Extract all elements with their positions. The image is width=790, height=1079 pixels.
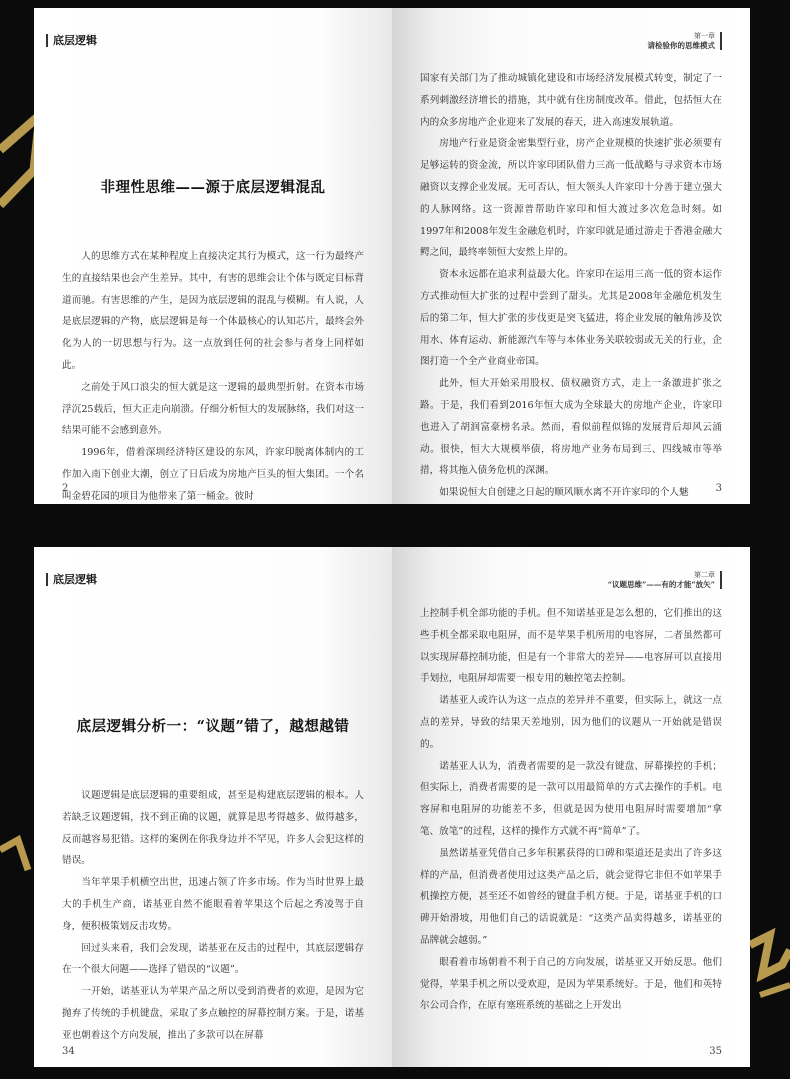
paragraph: 当年苹果手机横空出世，迅速占领了许多市场。作为当时世界上最大的手机生产商，诺基亚自然不能眼看着苹果这个后起之秀凌驾于自身，便积极策划反击攻势。 xyxy=(62,877,364,932)
chapter-number: 第一章 xyxy=(694,32,715,40)
paragraph: 虽然诺基亚凭借自己多年积累获得的口碑和渠道还是卖出了许多这样的产品，但消费者使用过这类产品之后，就会觉得它非但不如苹果手机操控方便，甚至还不如曾经的键盘手机方便。于是，诺基亚手机的口碑开始滑坡，用他们自己的话说就是：“这类产品卖得越多，诺基亚的品牌就会越弱。” xyxy=(420,847,722,946)
section-title: 非理性思维——源于底层逻辑混乱 xyxy=(100,179,326,196)
page-number: 3 xyxy=(715,483,722,494)
paragraph: 人的思维方式在某种程度上直接决定其行为模式，这一行为最终产生的直接结果也会产生差异。其中，有害的思维会让个体与既定目标背道而驰。有害思维的产生，是因为底层逻辑的混乱与模糊。有人说，人是底层逻辑的产物，底层逻辑是每一个体最核心的认知芯片，最终会外化为人的一切思想与行为。这一点放到任何的社会参与者身上同样如此。 xyxy=(62,251,364,371)
page-number: 35 xyxy=(709,1046,722,1057)
section-title: 底层逻辑分析一：“议题”错了，越想越错 xyxy=(76,718,350,735)
paragraph: 国家有关部门为了推动城镇化建设和市场经济发展模式转变，制定了一系列刺激经济增长的措施，其中就有住房制度改革。借此，包括恒大在内的众多房地产企业迎来了发展的春天，进入高速发展轨道。 xyxy=(420,73,722,128)
gold-stripe-bottom-right xyxy=(750,935,790,975)
chapter-title: “议题思维”——有的才能“放矢” xyxy=(607,580,715,589)
page-35 xyxy=(392,547,750,1067)
running-header-chapter xyxy=(608,571,722,589)
body-text xyxy=(420,603,722,1017)
page-3 xyxy=(392,8,750,504)
chapter-number: 第二章 xyxy=(694,571,715,579)
running-header-chapter xyxy=(648,32,723,50)
gold-stripe-bottom-right-2 xyxy=(760,985,790,995)
paragraph: 如果说恒大自创建之日起的顺风顺水离不开许家印的个人魅 xyxy=(439,487,689,499)
page-number: 2 xyxy=(62,483,69,494)
paragraph: 一开始，诺基亚认为苹果产品之所以受到消费者的欢迎，是因为它抛弃了传统的手机键盘，采取了多点触控的屏幕控制方案。于是，诺基亚也朝着这个方向发展，推出了多款可以在屏幕 xyxy=(62,986,364,1041)
paragraph: 此外，恒大开始采用股权、债权融资方式，走上一条激进扩张之路。于是，我们看到2016年恒大成为全球最大的房地产企业，许家印也进入了胡润富豪榜名录。然而，看似前程似锦的发展背后却风云涌动。很快，恒大大规模举债，将房地产业务布局到三、四线城市等举措，将其拖入债务危机的深渊。 xyxy=(420,378,722,477)
running-header-book-title: 底层逻辑 xyxy=(46,34,97,47)
body-text xyxy=(420,68,722,504)
paragraph: 资本永远都在追求利益最大化。许家印在运用三高一低的资本运作方式推动恒大扩张的过程中尝到了甜头。尤其是2008年金融危机发生后的第二年，恒大扩张的步伐更是突飞猛进，将企业发展的触角涉及饮用水、体育运动、新能源汽车等与本体业务关联较弱或无关的行业，企图打造一个全产业商业帝国。 xyxy=(420,269,722,368)
paragraph: 房地产行业是资金密集型行业，房产企业规模的快速扩张必须要有足够运转的资金流，所以许家印团队借力三高一低战略与寻求资本市场融资以支撑企业发展。无可否认，恒大领头人许家印十分善于建立强大的人脉网络。这一资源普帮助许家印和恒大渡过多次危急时刻。如1997年和2008年发生金融危机时，许家印就是通过游走于香港金融大鳄之间，最终率领恒大安然上岸的。 xyxy=(420,138,722,259)
paragraph: 回过头来看，我们会发现，诺基亚在反击的过程中，其底层逻辑存在一个很大问题——选择了错误的“议题”。 xyxy=(62,942,364,976)
paragraph: 诺基亚人或许认为这一点点的差异并不重要，但实际上，就这一点点的差异，导致的结果天差地别，因为他们的议题从一开始就是错误的。 xyxy=(420,695,722,750)
body-text xyxy=(62,246,364,508)
paragraph: 眼看着市场朝着不利于自己的方向发展，诺基亚又开始反思。他们觉得，苹果手机之所以受欢迎，是因为苹果系统好。于是，他们和英特尔公司合作，在原有塞班系统的基础之上开发出 xyxy=(420,956,722,1012)
running-header-book-title: 底层逻辑 xyxy=(46,573,97,586)
paragraph: 诺基亚人认为，消费者需要的是一款没有键盘、屏幕操控的手机；但实际上，消费者需要的是一款可以用最简单的方式去操作的手机。电容屏和电阻屏的功能差不多，但就是因为使用电阻屏时需要增加“拿笔、放笔”的过程，这样的操作方式就不再“简单”了。 xyxy=(420,760,722,837)
paragraph: 议题逻辑是底层逻辑的重要组成，甚至是构建底层逻辑的根本。人若缺乏议题逻辑，找不到正确的议题，就算是思考得越多、做得越多，反而越容易犯错。这样的案例在你我身边并不罕见，许多人会犯这样的错误。 xyxy=(62,790,364,867)
page-34 xyxy=(34,547,392,1067)
chapter-title: 请检验你的思维模式 xyxy=(647,41,715,50)
paragraph: 之前处于风口浪尖的恒大就是这一逻辑的最典型折射。在资本市场浮沉25载后，恒大正走向崩溃。仔细分析恒大的发展脉络，我们对这一结果可能不会感到意外。 xyxy=(62,381,364,437)
body-text xyxy=(62,785,364,1047)
paragraph: 1996年，借着深圳经济特区建设的东风，许家印脱离体制内的工作加入南下创业大潮，创立了日后成为房地产巨头的恒大集团。一个名叫金碧花园的项目为他带来了第一桶金。彼时 xyxy=(62,447,364,502)
paragraph: 上控制手机全部功能的手机。但不知诺基亚是怎么想的，它们推出的这些手机全都采取电阻屏，而不是苹果手机所用的电容屏，二者虽然都可以实现屏幕控制功能，但是有一个非常大的差异——电容屏可以直接用手划拉，电阻屏却需要一根专用的触控笔去控制。 xyxy=(420,608,722,685)
book-spread-2 xyxy=(34,547,750,1067)
page-2 xyxy=(34,8,392,504)
gold-stripe-bottom-left xyxy=(0,840,28,870)
page-number: 34 xyxy=(62,1046,75,1057)
book-spread-1 xyxy=(34,8,750,504)
